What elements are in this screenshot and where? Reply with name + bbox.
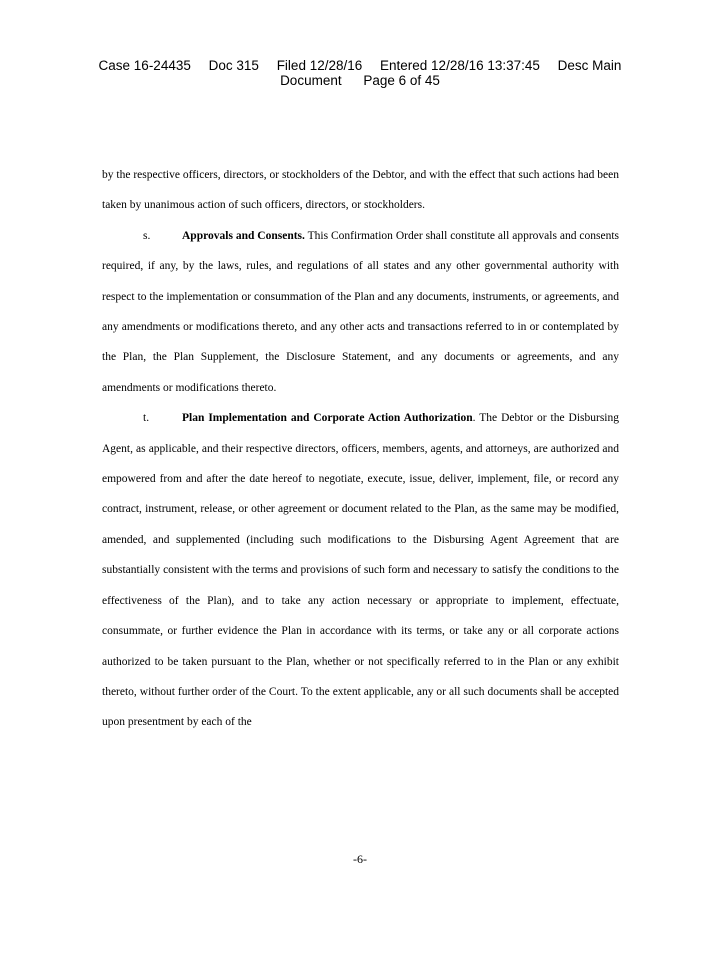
- paragraph-t: [102, 403, 619, 737]
- filing-header-line-2: [0, 73, 720, 88]
- paragraph-s-text: This Confirmation Order shall constitute all approvals and consents required, if any, by the laws, rules, and regulations of all states and any other governmental authority with respect to the implementation or consummation of the Plan and any documents, instruments, or agreements, and any amendments or modifications thereto, and any other acts and transactions referred to in or contemplated by the Plan, the Plan Supplement, the Disclosure Statement, and any documents or agreements, and any amendments or modifications thereto.: [102, 229, 619, 394]
- document-label: Document: [280, 73, 342, 88]
- paragraph-t-heading: Plan Implementation and Corporate Action Authorization: [182, 412, 473, 425]
- paragraph-s-letter: s.: [143, 229, 151, 242]
- paragraph-t-text: . The Debtor or the Disbursing Agent, as applicable, and their respective directors, officers, members, agents, and attorneys, are authorized and empowered from and after the date hereof to negotiate, execute, issue, deliver, implement, file, or record any contract, instrument, release, or other agreement or document related to the Plan, as the same may be modified, amended, and supplemented (including such modifications to the Disbursing Agent Agreement that are substantially consistent with the terms and provisions of such form and necessary to satisfy the conditions to the effectiveness of the Plan), and to take any action necessary or appropriate to implement, effectuate, consummate, or further evidence the Plan in accordance with its terms, or take any or all corporate actions authorized to be taken pursuant to the Plan, whether or not specifically referred to in the Plan or any exhibit thereto, without further order of the Court. To the extent applicable, any or all such documents shall be accepted upon presentment by each of the: [102, 412, 619, 729]
- court-filing-header: [0, 58, 720, 88]
- page-indicator: Page 6 of 45: [363, 73, 440, 88]
- filing-header-line-1: [0, 58, 720, 73]
- paragraph-t-letter: t.: [143, 412, 150, 425]
- paragraph-s: [102, 221, 619, 403]
- document-body: [102, 160, 619, 738]
- description: Desc Main: [557, 58, 622, 73]
- filed-date: Filed 12/28/16: [276, 58, 363, 73]
- page-number-footer: -6-: [353, 852, 367, 866]
- entered-date: Entered 12/28/16 13:37:45: [380, 58, 540, 73]
- doc-number: Doc 315: [208, 58, 259, 73]
- paragraph-s-heading: Approvals and Consents.: [182, 229, 305, 242]
- case-number: Case 16-24435: [98, 58, 191, 73]
- continuation-paragraph: by the respective officers, directors, or stockholders of the Debtor, and with the effect that such actions had been taken by unanimous action of such officers, directors, or stockholders.: [102, 169, 619, 212]
